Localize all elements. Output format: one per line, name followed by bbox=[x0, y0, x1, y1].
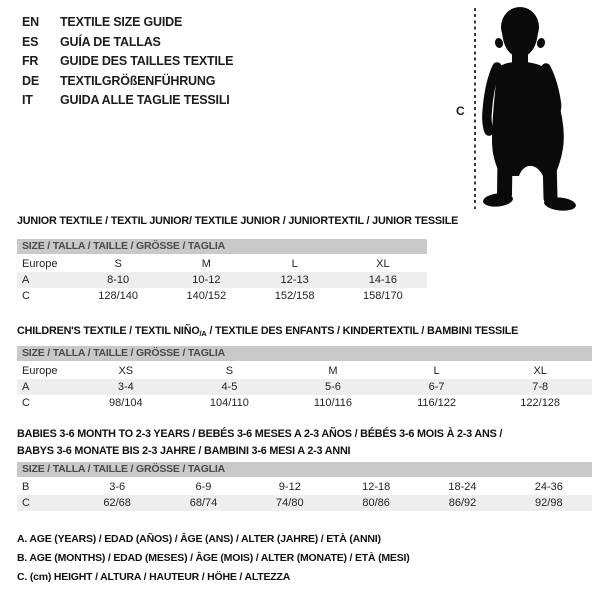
table-cell: 158/170 bbox=[362, 290, 403, 302]
language-code: DE bbox=[22, 73, 39, 88]
children-title-pre: CHILDREN'S TEXTILE / TEXTIL NIÑO bbox=[17, 325, 200, 337]
height-dashed-line bbox=[474, 8, 476, 209]
table-cell: 6-9 bbox=[195, 481, 212, 493]
language-code: EN bbox=[22, 15, 39, 29]
row-label: A bbox=[22, 274, 30, 286]
language-row-it bbox=[22, 91, 233, 111]
language-row-fr bbox=[22, 52, 233, 72]
table-cell: 14-16 bbox=[368, 274, 397, 286]
language-code: FR bbox=[22, 54, 39, 69]
table-cell: 92/98 bbox=[535, 497, 563, 509]
table-cell: 9-12 bbox=[278, 481, 301, 493]
table-cell: 110/116 bbox=[313, 397, 353, 409]
table-cell: 3-4 bbox=[117, 381, 134, 393]
language-label: GUIDA ALLE TAGLIE TESSILI bbox=[60, 93, 230, 108]
legend-line-c: C. (cm) HEIGHT / ALTURA / HAUTEUR / HÖHE / ALTEZZA bbox=[17, 570, 291, 583]
language-row-es bbox=[22, 33, 233, 53]
language-row-de bbox=[22, 72, 233, 92]
table-cell: XL bbox=[533, 365, 547, 377]
table-cell: 122/128 bbox=[520, 397, 561, 409]
toddler-silhouette-icon bbox=[481, 6, 579, 212]
table-cell: 5-6 bbox=[325, 381, 341, 393]
table-cell: M bbox=[201, 258, 211, 270]
size-table-header: SIZE / TALLA / TAILLE / GRÖSSE / TAGLIA bbox=[17, 239, 427, 254]
junior-size-table bbox=[17, 239, 427, 304]
children-size-table bbox=[17, 346, 592, 411]
legend-line-a: A. AGE (YEARS) / EDAD (AÑOS) / ÂGE (ANS) / ALTER (JAHRE) / ETÀ (ANNI) bbox=[17, 533, 381, 545]
row-label: B bbox=[22, 481, 30, 493]
row-label: C bbox=[22, 290, 30, 302]
table-cell: 7-8 bbox=[532, 381, 549, 393]
table-cell: 18-24 bbox=[448, 481, 477, 493]
language-code: IT bbox=[22, 93, 33, 108]
language-label: TEXTILE SIZE GUIDE bbox=[60, 15, 183, 29]
table-cell: S bbox=[225, 365, 234, 377]
table-cell: 68/74 bbox=[189, 497, 218, 509]
table-cell: 6-7 bbox=[428, 381, 445, 393]
table-row bbox=[17, 379, 592, 395]
table-cell: 8-10 bbox=[107, 274, 130, 286]
table-row bbox=[17, 288, 427, 304]
table-cell: 10-12 bbox=[192, 274, 221, 286]
table-cell: L bbox=[433, 365, 440, 377]
table-cell: 4-5 bbox=[221, 381, 238, 393]
table-cell: M bbox=[328, 365, 338, 377]
table-cell: 3-6 bbox=[109, 481, 126, 493]
table-cell: 98/104 bbox=[108, 397, 143, 409]
language-title-list bbox=[22, 13, 233, 111]
row-label: C bbox=[22, 497, 30, 509]
table-cell: 152/158 bbox=[274, 290, 315, 302]
language-label: TEXTILGRÖßENFÜHRUNG bbox=[60, 73, 216, 88]
measure-legend bbox=[17, 530, 410, 586]
table-cell: 104/110 bbox=[209, 397, 249, 409]
babies-title-line2: BABYS 3-6 MONATE BIS 2-3 JAHRE / BAMBINI 3-6 MESI A 2-3 ANNI bbox=[17, 445, 351, 457]
row-label: Europe bbox=[22, 258, 58, 270]
table-row bbox=[17, 395, 592, 411]
height-measure-label: C bbox=[456, 104, 465, 118]
junior-section-title: JUNIOR TEXTILE / TEXTIL JUNIOR/ TEXTILE JUNIOR / JUNIORTEXTIL / JUNIOR TESSILE bbox=[17, 215, 459, 227]
babies-size-table bbox=[17, 462, 592, 511]
table-cell: 128/140 bbox=[98, 290, 138, 302]
language-code: ES bbox=[22, 34, 39, 49]
language-row-en bbox=[22, 13, 233, 33]
table-cell: 80/86 bbox=[362, 497, 390, 509]
table-cell: L bbox=[291, 258, 298, 270]
babies-section-title bbox=[17, 426, 592, 460]
table-cell: 12-18 bbox=[362, 481, 391, 493]
table-cell: 62/68 bbox=[103, 497, 131, 509]
row-label: A bbox=[22, 381, 30, 393]
table-cell: XL bbox=[376, 258, 390, 270]
table-row bbox=[17, 363, 592, 379]
row-label: C bbox=[22, 397, 30, 409]
table-cell: 74/80 bbox=[276, 497, 304, 509]
language-label: GUÍA DE TALLAS bbox=[60, 34, 161, 49]
table-row bbox=[17, 256, 427, 272]
table-cell: 86/92 bbox=[448, 497, 477, 509]
size-table-header: SIZE / TALLA / TAILLE / GRÖSSE / TAGLIA bbox=[17, 462, 592, 477]
children-section-title bbox=[17, 325, 592, 338]
table-cell: S bbox=[114, 258, 122, 270]
table-cell: 12-13 bbox=[280, 274, 309, 286]
table-cell: XS bbox=[118, 365, 134, 377]
language-label: GUIDE DES TAILLES TEXTILE bbox=[60, 54, 234, 69]
table-row bbox=[17, 495, 592, 511]
babies-title-line1: BABIES 3-6 MONTH TO 2-3 YEARS / BEBÉS 3-6 MESES A 2-3 AÑOS / BÉBÉS 3-6 MOIS À 2-3 ANS / bbox=[17, 428, 503, 440]
row-label: Europe bbox=[22, 365, 58, 377]
legend-line-b: B. AGE (MONTHS) / EDAD (MESES) / ÂGE (MOIS) / ALTER (MONATE) / ETÀ (MESI) bbox=[17, 551, 410, 564]
table-row bbox=[17, 479, 592, 495]
size-table-header: SIZE / TALLA / TAILLE / GRÖSSE / TAGLIA bbox=[17, 346, 592, 361]
table-cell: 140/152 bbox=[186, 290, 227, 302]
children-title-post: / TEXTILE DES ENFANTS / KINDERTEXTIL / BAMBINI TESSILE bbox=[206, 325, 519, 337]
table-cell: 24-36 bbox=[534, 481, 563, 493]
table-row bbox=[17, 272, 427, 288]
children-title-sub: /A bbox=[199, 329, 207, 338]
table-cell: 116/122 bbox=[417, 397, 457, 409]
